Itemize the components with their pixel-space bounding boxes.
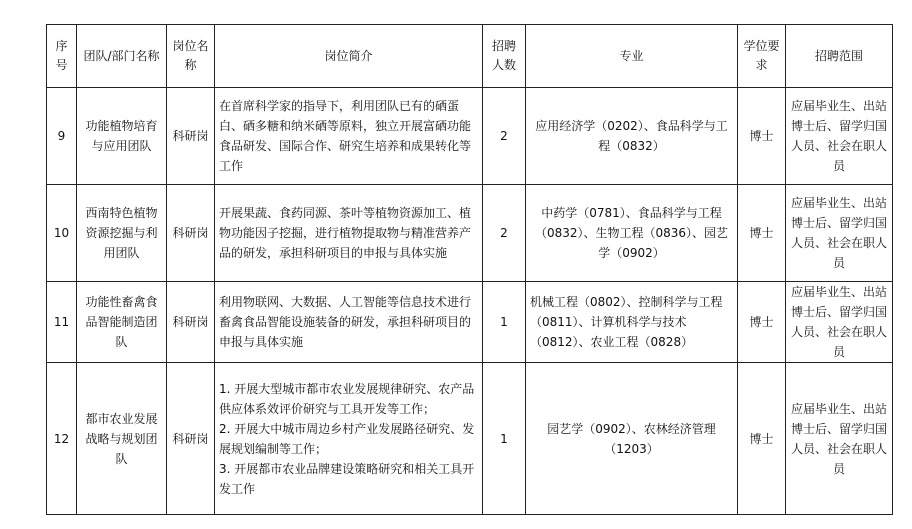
table-row	[47, 88, 893, 185]
cell-scope: 应届毕业生、出站博士后、留学归国人员、社会在职人员	[786, 185, 893, 282]
cell-team: 都市农业发展战略与规划团队	[77, 363, 167, 515]
cell-team: 功能植物培育与应用团队	[77, 88, 167, 185]
header-desc: 岗位简介	[215, 25, 483, 88]
cell-count: 2	[483, 185, 526, 282]
cell-count: 1	[483, 282, 526, 363]
cell-team: 西南特色植物资源挖掘与利用团队	[77, 185, 167, 282]
cell-post: 科研岗	[167, 88, 215, 185]
cell-major: 应用经济学（0202）、食品科学与工程（0832）	[526, 88, 738, 185]
desc-line: 3. 开展都市农业品牌建设策略研究和相关工具开发工作	[219, 461, 475, 496]
table-row	[47, 282, 893, 363]
cell-post: 科研岗	[167, 282, 215, 363]
recruitment-table	[46, 24, 893, 515]
header-seq: 序号	[47, 25, 77, 88]
cell-desc	[215, 363, 483, 515]
header-post: 岗位名称	[167, 25, 215, 88]
desc-line: 2. 开展大中城市周边乡村产业发展路径研究、发展规划编制等工作；	[219, 421, 475, 456]
desc-line: 利用物联网、大数据、人工智能等信息技术进行畜禽食品智能设施装备的研发，承担科研项目的申报与具体实施	[219, 295, 472, 349]
table-row	[47, 363, 893, 515]
cell-seq: 11	[47, 282, 77, 363]
cell-scope: 应届毕业生、出站博士后、留学归国人员、社会在职人员	[786, 363, 893, 515]
cell-seq: 9	[47, 88, 77, 185]
cell-desc	[215, 282, 483, 363]
cell-desc	[215, 185, 483, 282]
cell-post: 科研岗	[167, 185, 215, 282]
cell-count: 1	[483, 363, 526, 515]
header-degree: 学位要求	[738, 25, 786, 88]
cell-seq: 10	[47, 185, 77, 282]
cell-team: 功能性畜禽食品智能制造团队	[77, 282, 167, 363]
header-major: 专业	[526, 25, 738, 88]
cell-major: 中药学（0781）、食品科学与工程（0832）、生物工程（0836）、园艺学（0902）	[526, 185, 738, 282]
cell-desc	[215, 88, 483, 185]
cell-major: 机械工程（0802）、控制科学与工程（0811）、计算机科学与技术（0812）、农业工程（0828）	[526, 282, 738, 363]
cell-scope: 应届毕业生、出站博士后、留学归国人员、社会在职人员	[786, 282, 893, 363]
cell-major: 园艺学（0902）、农林经济管理（1203）	[526, 363, 738, 515]
header-count: 招聘人数	[483, 25, 526, 88]
cell-degree: 博士	[738, 282, 786, 363]
table-header-row	[47, 25, 893, 88]
cell-degree: 博士	[738, 185, 786, 282]
header-team: 团队/部门名称	[77, 25, 167, 88]
desc-line: 1. 开展大型城市都市农业发展规律研究、农产品供应体系效评价研究与工具开发等工作；	[219, 381, 475, 416]
cell-scope: 应届毕业生、出站博士后、留学归国人员、社会在职人员	[786, 88, 893, 185]
cell-seq: 12	[47, 363, 77, 515]
cell-post: 科研岗	[167, 363, 215, 515]
header-scope: 招聘范围	[786, 25, 893, 88]
table-row	[47, 185, 893, 282]
desc-line: 开展果蔬、食药同源、茶叶等植物资源加工、植物功能因子挖掘，进行植物提取物与精准营养产品的研发，承担科研项目的申报与具体实施	[219, 206, 472, 260]
desc-line: 在首席科学家的指导下，利用团队已有的硒蛋白、硒多糖和纳米硒等原料，独立开展富硒功能食品研发、国际合作、研究生培养和成果转化等工作	[219, 99, 472, 173]
cell-count: 2	[483, 88, 526, 185]
cell-degree: 博士	[738, 363, 786, 515]
cell-degree: 博士	[738, 88, 786, 185]
